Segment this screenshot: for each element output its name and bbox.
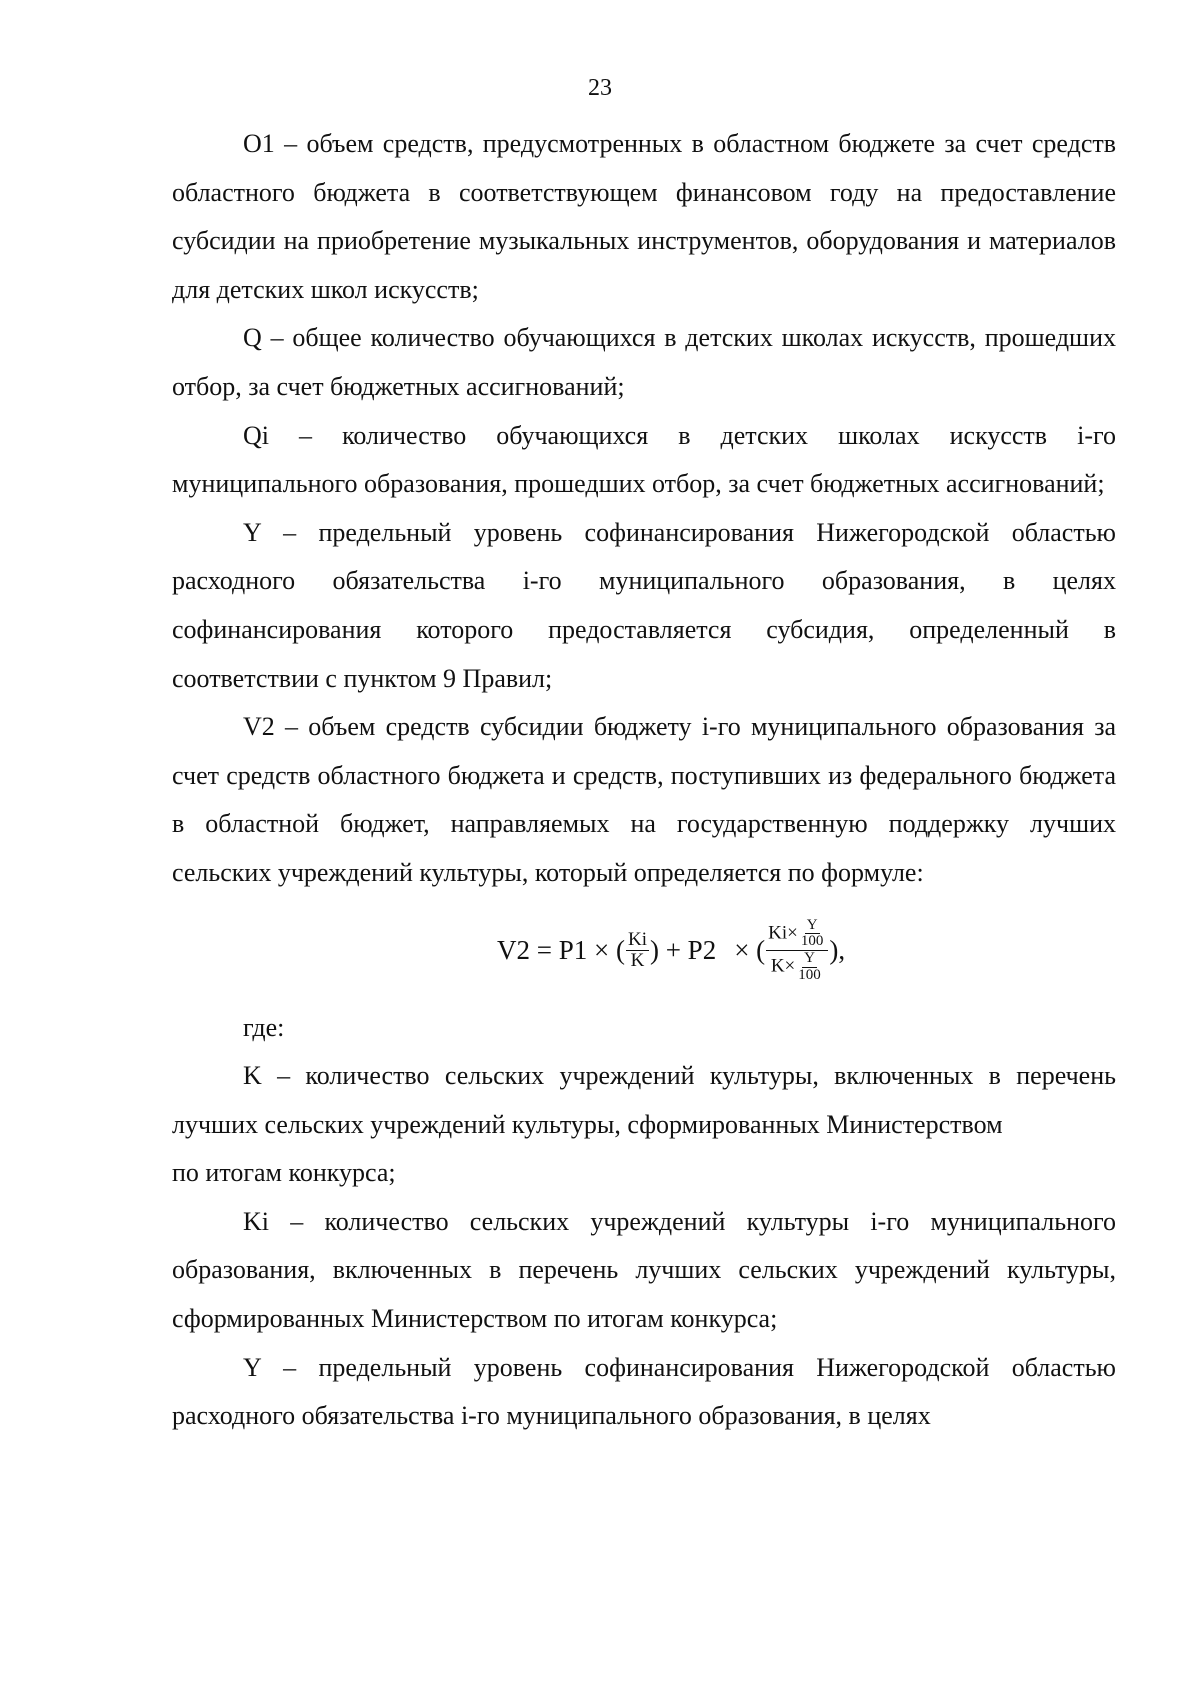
formula-mid: ) + P2 (649, 935, 717, 965)
paragraph-k-definition: K – количество сельских учреждений культуры, включенных в перечень лучших сельских учреждений культуры, сформированных Министерством (172, 1061, 1116, 1139)
formula-denominator-y-100 (796, 951, 823, 984)
paragraph-y-definition: Y – предельный уровень софинансирования Нижегородской областью расходного обязательства i-го муниципального образования, в целях софинансирования которого предоставляется субсидия, определенный в соответствии с пунктом 9 Правил; (172, 517, 1116, 693)
formula-times: × ( (734, 935, 766, 965)
paragraph-qi-definition: Qi – количество обучающихся в детских школах искусств i-го муниципального образования, прошедших отбор, за счет бюджетных ассигнований; (172, 420, 1116, 499)
formula-denominator-y: Y (804, 950, 815, 966)
paragraph-y-definition-repeat: Y – предельный уровень софинансирования Нижегородской областью расходного обязательства i-го муниципального образования, в целях (172, 1352, 1116, 1431)
formula-outer-numerator (766, 918, 828, 952)
formula-numerator-y-100 (799, 918, 826, 951)
page-number: 23 (588, 75, 612, 101)
formula-tail: ), (829, 935, 846, 965)
formula-fraction-outer (766, 918, 828, 984)
v2-formula-expression (497, 902, 845, 1000)
formula-fraction-ki-k-numerator: Ki (627, 929, 647, 951)
formula-outer-denominator (769, 951, 826, 984)
formula-outer-numerator-text: Ki× (768, 922, 798, 944)
paragraph-where: где: (243, 1012, 285, 1042)
formula-denominator-100: 100 (798, 966, 821, 983)
formula-fraction-ki-k (626, 930, 649, 971)
paragraph-v2-definition: V2 – объем средств субсидии бюджету i-го муниципального образования за счет средств областного бюджета и средств, поступивших из федерального бюджета в областной бюджет, направляемых на государственную поддержку лучших сельских учреждений культуры, который определяется по формуле: (172, 712, 1116, 887)
v2-formula (172, 898, 1116, 1004)
formula-fraction-ki-k-denominator: K (630, 950, 645, 971)
paragraph-k-definition-end: по итогам конкурса; (172, 1158, 396, 1188)
body-text (172, 120, 1116, 1441)
formula-numerator-100: 100 (800, 933, 824, 950)
paragraph-q-definition: Q – общее количество обучающихся в детских школах искусств, прошедших отбор, за счет бюджетных ассигнований; (172, 323, 1116, 401)
formula-numerator-y: Y (806, 916, 818, 933)
formula-lhs: V2 = P1 × ( (497, 935, 625, 965)
paragraph-o1-definition: O1 – объем средств, предусмотренных в областном бюджете за счет средств областного бюджета в соответствующем финансовом году на предоставление субсидии на приобретение музыкальных инструментов, оборудования и материалов для детских школ искусств; (172, 129, 1116, 304)
formula-outer-denominator-text: K× (770, 955, 796, 977)
paragraph-ki-definition: Ki – количество сельских учреждений культуры i-го муниципального образования, включенных в перечень лучших сельских учреждений культуры, сформированных Министерством по итогам конкурса; (172, 1206, 1116, 1334)
